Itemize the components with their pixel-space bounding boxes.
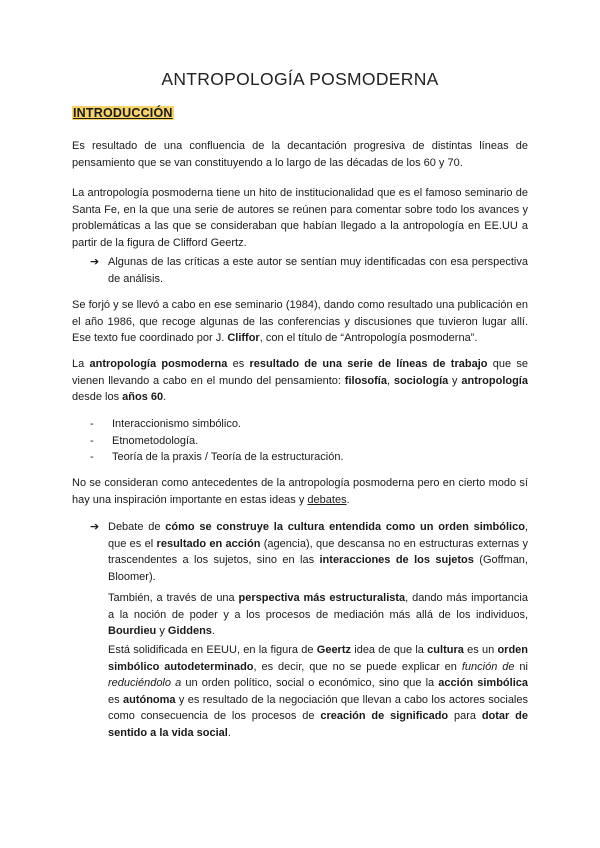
list-item: - Teoría de la praxis / Teoría de la estructuración. xyxy=(90,449,344,466)
arrow-icon: ➔ xyxy=(90,256,100,268)
list-item: - Interaccionismo simbólico. xyxy=(90,416,344,433)
paragraph-4: La antropología posmoderna es resultado de una serie de líneas de trabajo que se vienen llevando a cabo en el mundo del pensamiento: filosofía, sociología y antropología desde los años 60. xyxy=(72,358,528,403)
paragraph-3: Se forjó y se llevó a cabo en ese seminario (1984), dando como resultado una publicación en el año 1986, que recoge algunas de las conferencias y discusiones que tuvieron lugar allí. Ese texto fue coordinado por J. Cliffor, con el título de “Antropología posmoderna”. xyxy=(72,299,528,344)
paragraph-7: Está solidificada en EEUU, en la figura de Geertz idea de que la cultura es un orden simbólico autodeterminado, es decir, que no se puede explicar en función de ni reduciéndolo a un orden político, social o económico, sino que la acción simbólica es autónoma y es resultado de la negociación que llevan a cabo los actores sociales como consecuencia de los procesos de creación de significado para dotar de sentido a la vida social. xyxy=(108,644,528,739)
page-title: ANTROPOLOGÍA POSMODERNA xyxy=(161,69,439,89)
arrow-item-2-text: Debate de cómo se construye la cultura entendida como un orden simbólico, que es el resultado en acción (agencia), que descansa no en estructuras externas y trascendentes a los sujetos, sino en las interacciones de los sujetos (Goffman, Bloomer). xyxy=(108,521,529,583)
paragraph-6: También, a través de una perspectiva más estructuralista, dando más importancia a la noción de poder y a los procesos de mediación más allá de los individuos, Bourdieu y Giddens. xyxy=(108,592,528,637)
arrow-item-2 xyxy=(90,519,528,585)
arrow-item-1 xyxy=(90,254,528,287)
section-heading: INTRODUCCIÓN xyxy=(73,106,173,120)
arrow-item-1-text: Algunas de las críticas a este autor se sentían muy identificadas con esa perspectiva de análisis. xyxy=(108,256,528,285)
bullet-list xyxy=(90,416,344,466)
list-item: - Etnometodología. xyxy=(90,433,344,450)
paragraph-5: No se consideran como antecedentes de la antropología posmoderna pero en cierto modo sí hay una inspiración importante en estas ideas y debates. xyxy=(72,477,528,506)
arrow-icon: ➔ xyxy=(90,521,100,533)
paragraph-1: Es resultado de una confluencia de la decantación progresiva de distintas líneas de pensamiento que se van constituyendo a lo largo de las décadas de los 60 y 70. xyxy=(72,140,528,169)
paragraph-2: La antropología posmoderna tiene un hito de institucionalidad que es el famoso seminario de Santa Fe, en la que una serie de autores se reúnen para comentar sobre todo los avances y problemáticas a las que se consideraban que habían llegado a la antropología en EE.UU a partir de la figura de Clifford Geertz. xyxy=(72,187,528,249)
